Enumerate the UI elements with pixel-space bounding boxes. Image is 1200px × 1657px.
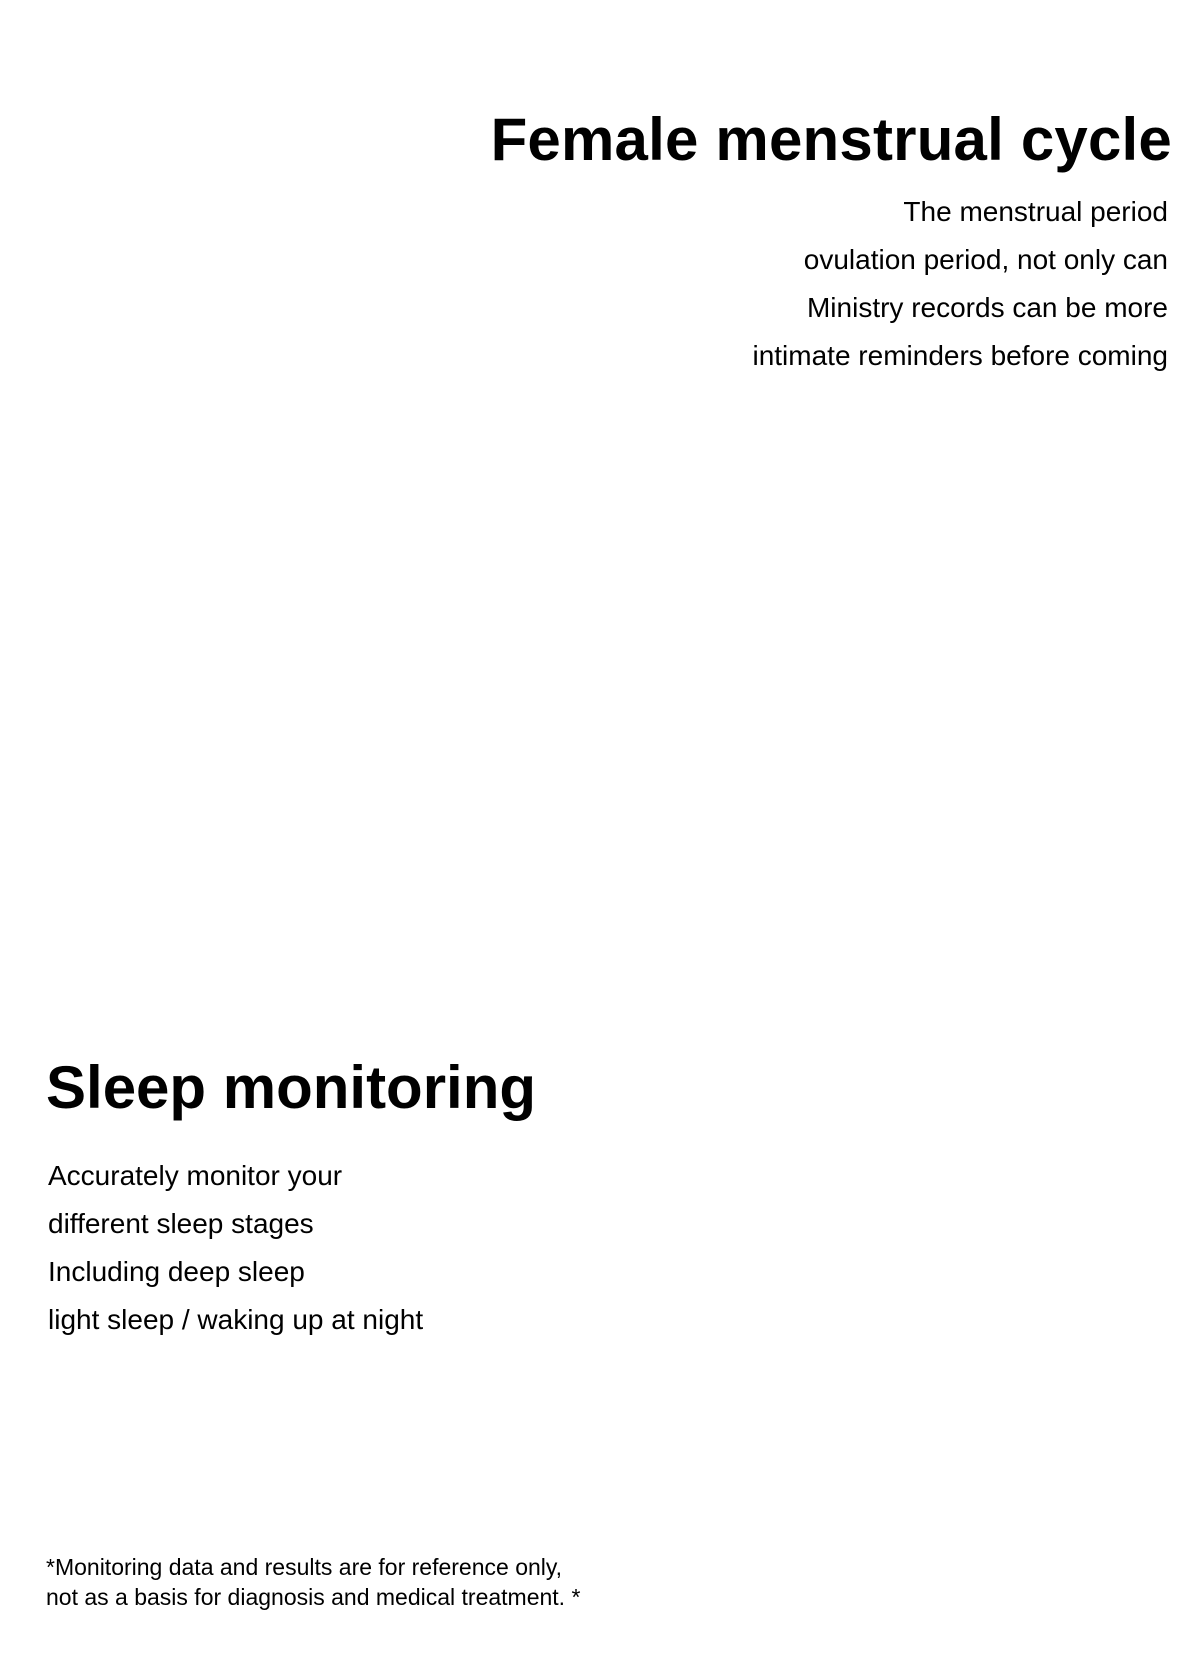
- menstrual-cycle-description: [412, 188, 1172, 380]
- menstrual-cycle-section: [412, 104, 1172, 380]
- sleep-desc-line: Accurately monitor your: [48, 1160, 343, 1191]
- sleep-monitoring-section: [46, 1052, 746, 1344]
- menstrual-desc-line: Ministry records can be more: [806, 292, 1168, 323]
- menstrual-desc-line: ovulation period, not only can: [803, 244, 1168, 275]
- menstrual-cycle-title: Female menstrual cycle: [490, 106, 1172, 173]
- sleep-desc-line: different sleep stages: [48, 1208, 314, 1239]
- disclaimer-line: not as a basis for diagnosis and medical treatment. *: [46, 1584, 581, 1610]
- menstrual-desc-line: intimate reminders before coming: [752, 340, 1168, 371]
- menstrual-desc-line: The menstrual period: [903, 196, 1168, 227]
- disclaimer-note: [46, 1552, 846, 1612]
- sleep-monitoring-description: [46, 1152, 746, 1344]
- sleep-monitoring-title: Sleep monitoring: [46, 1054, 537, 1121]
- sleep-desc-line: light sleep / waking up at night: [48, 1304, 424, 1335]
- sleep-desc-line: Including deep sleep: [48, 1256, 305, 1287]
- disclaimer-line: *Monitoring data and results are for reference only,: [46, 1554, 563, 1580]
